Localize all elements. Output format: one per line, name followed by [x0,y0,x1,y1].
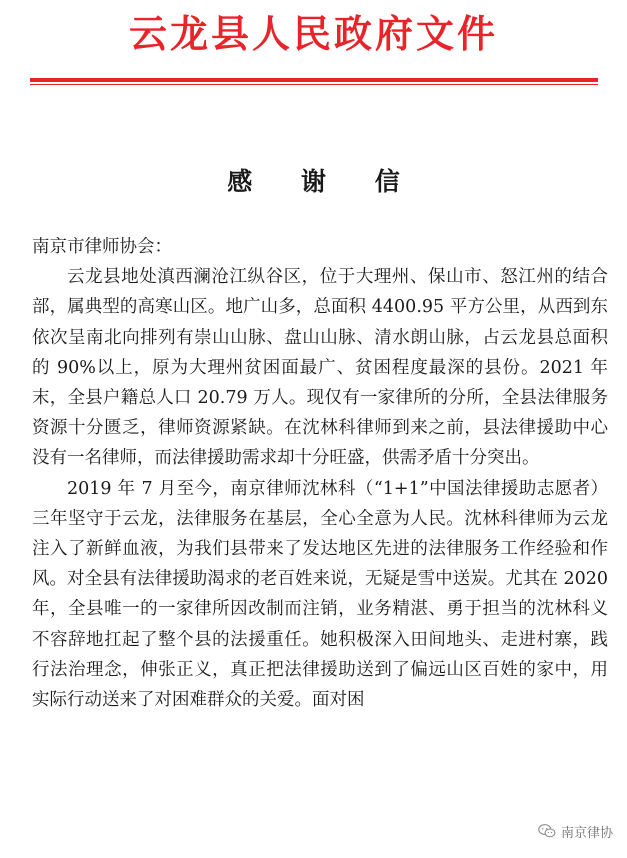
letter-title: 感 谢 信 [227,167,420,196]
paragraph-2: 2019 年 7 月至今，南京律师沈林科（“1+1”中国法律援助志愿者）三年坚守于云龙，法律服务在基层，全心全意为人民。沈林科律师为云龙注入了新鲜血液，为我们县带来了发达地区先进的法律服务工作经验和作风。对全县有法律援助渴求的老百姓来说，无疑是雪中送炭。尤其在 2020 年，全县唯一的一家律所因改制而注销，业务精湛、勇于担当的沈林科义不容辞地扛起了整个县的法援重任。她积极深入田间地头、走进村寨，践行法治理念，伸张正义，真正把法律援助送到了偏远山区百姓的家中，用实际行动送来了对困难群众的关爱。面对困 [32,478,608,711]
letter-body [32,232,608,715]
source-watermark [538,820,613,842]
header-red-rule-thin [30,84,598,85]
header-red-rule [30,78,598,82]
salutation: 南京市律师协会： [32,237,172,257]
document-header-title: 云龙县人民政府文件 [128,11,498,56]
watermark-label: 南京律协 [560,825,613,841]
paragraph-1: 云龙县地处滇西澜沧江纵谷区，位于大理州、保山市、怒江州的结合部，属典型的高寒山区。地广山多，总面积 4400.95 平方公里，从西到东依次呈南北向排列有崇山山脉、盘山山脉、清水朗山脉，占云龙县总面积的 90%以上，原为大理州贫困面最广、贫困程度最深的县份。2021 年末，全县户籍总人口 20.79 万人。现仅有一家律所的分所，全县法律服务资源十分匮乏，律师资源紧缺。在沈林科律师到来之前，县法律援助中心没有一名律师，而法律援助需求却十分旺盛，供需矛盾十分突出。 [32,267,608,469]
wechat-icon [538,823,556,839]
